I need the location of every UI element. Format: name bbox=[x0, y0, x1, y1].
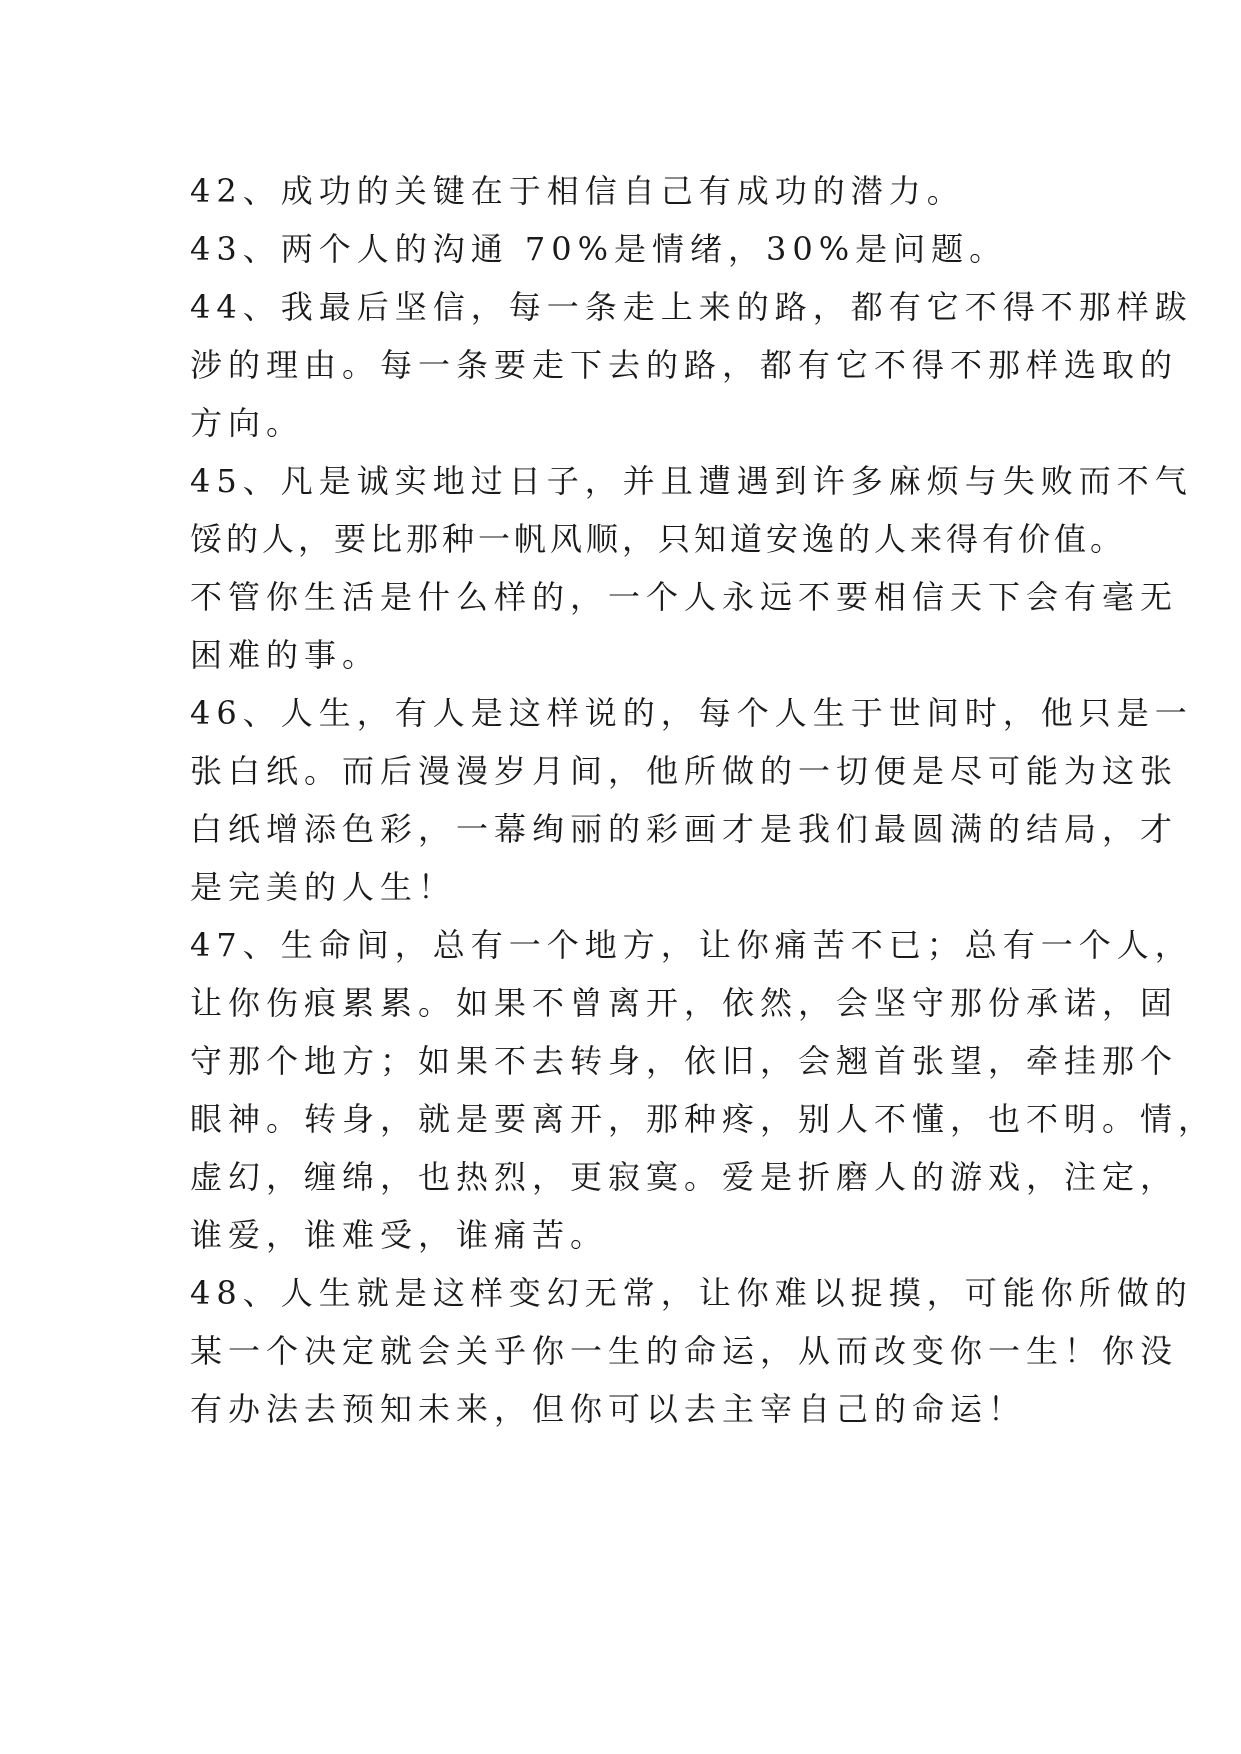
text-line: 某一个决定就会关乎你一生的命运，从而改变你一生！你没 bbox=[190, 1332, 1179, 1370]
text-line: 不管你生活是什么样的，一个人永远不要相信天下会有毫无 bbox=[190, 578, 1179, 616]
text-line: 让你伤痕累累。如果不曾离开，依然，会坚守那份承诺，固 bbox=[190, 984, 1179, 1022]
text-line: 有办法去预知未来，但你可以去主宰自己的命运！ bbox=[190, 1390, 1027, 1428]
text-line: 守那个地方；如果不去转身，依旧，会翘首张望，牵挂那个 bbox=[190, 1042, 1179, 1080]
text-line: 43、两个人的沟通 70%是情绪，30%是问题。 bbox=[190, 230, 1008, 268]
text-line: 谁爱，谁难受，谁痛苦。 bbox=[190, 1216, 609, 1254]
text-line: 45、凡是诚实地过日子，并且遭遇到许多麻烦与失败而不气 bbox=[190, 462, 1193, 500]
text-line: 42、成功的关键在于相信自己有成功的潜力。 bbox=[190, 172, 965, 210]
document-body bbox=[190, 162, 1217, 1438]
text-line: 方向。 bbox=[190, 404, 305, 442]
text-line: 馁的人，要比那种一帆风顺，只知道安逸的人来得有价值。 bbox=[190, 520, 1127, 558]
text-line: 47、生命间，总有一个地方，让你痛苦不已；总有一个人， bbox=[190, 926, 1193, 964]
text-line: 涉的理由。每一条要走下去的路，都有它不得不那样选取的 bbox=[190, 346, 1179, 384]
text-line: 虚幻，缠绵，也热烈，更寂寞。爱是折磨人的游戏，注定， bbox=[190, 1158, 1179, 1196]
text-line: 44、我最后坚信，每一条走上来的路，都有它不得不那样跋 bbox=[190, 288, 1193, 326]
text-line: 46、人生，有人是这样说的，每个人生于世间时，他只是一 bbox=[190, 694, 1193, 732]
text-line: 困难的事。 bbox=[190, 636, 381, 674]
text-line: 白纸增添色彩，一幕绚丽的彩画才是我们最圆满的结局，才 bbox=[190, 810, 1179, 848]
text-line: 48、人生就是这样变幻无常，让你难以捉摸，可能你所做的 bbox=[190, 1274, 1193, 1312]
text-line: 张白纸。而后漫漫岁月间，他所做的一切便是尽可能为这张 bbox=[190, 752, 1179, 790]
text-line: 是完美的人生！ bbox=[190, 868, 457, 906]
text-line: 眼神。转身，就是要离开，那种疼，别人不懂，也不明。情， bbox=[190, 1100, 1217, 1138]
